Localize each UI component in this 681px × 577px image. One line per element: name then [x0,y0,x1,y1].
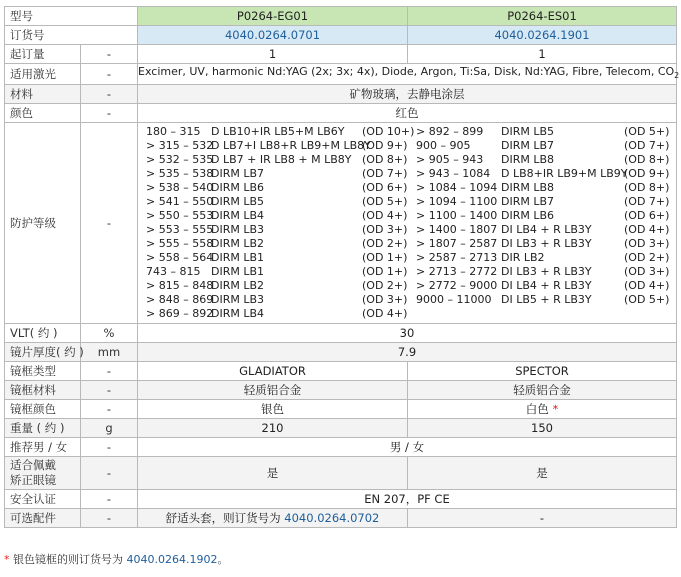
model-row [5,7,677,26]
cert-value: EN 207，PF CE [138,490,677,509]
protection-level-row [138,279,406,293]
row-label [5,457,81,490]
protection-od: (OD 10+) [362,125,415,139]
protection-spec: DIRM LB5 [501,125,555,139]
protection-od: (OD 9+) [624,167,670,181]
protection-range: > 550 – 553 [146,209,214,223]
lasers-text: Excimer, UV, harmonic Nd:YAG (2x; 3x; 4x), Diode, Argon, Ti:Sa, Disk, Nd:YAG, Fibre, Telecom, CO [138,65,675,78]
protection-od: (OD 6+) [362,181,408,195]
protection-od: (OD 4+) [362,209,408,223]
protection-range: > 535 – 538 [146,167,214,181]
protection-od: (OD 4+) [362,307,408,321]
protection-level-row [406,251,672,265]
spec-table [4,6,680,528]
protection-range: > 943 – 1084 [416,167,491,181]
protection-spec: DIRM LB6 [501,209,555,223]
protection-range: > 553 – 555 [146,223,214,237]
row-label: 防护等级 [5,123,81,324]
protection-spec: DI LB4 + R LB3Y [501,223,592,237]
model-label: 型号 [5,7,138,26]
protection-spec: DIRM LB3 [211,223,265,237]
vlt-value: 30 [138,324,677,343]
protection-range: > 315 – 532 [146,139,214,153]
frame-type-row [5,362,677,381]
model-es: P0264-ES01 [408,7,677,26]
protection-od: (OD 8+) [624,181,670,195]
protection-range: > 541 – 550 [146,195,214,209]
accessory-text: 舒适头套，则订货号为 [165,511,285,526]
protection-level-row [406,293,672,307]
protection-od: (OD 5+) [624,125,670,139]
protection-range: 900 – 905 [416,139,471,153]
color-value: 红色 [138,104,677,123]
protection-od: (OD 3+) [362,223,408,237]
protection-level-row [138,125,415,139]
row-label: 推荐男 / 女 [5,438,81,457]
row-unit: mm [81,343,138,362]
row-label: 镜片厚度( 约 ) [5,343,81,362]
protection-range: > 892 – 899 [416,125,484,139]
protection-range: > 2713 – 2772 [416,265,498,279]
protection-level-row [138,237,406,251]
protection-spec: D LB7+I LB8+R LB9+M LB8Y [211,139,371,153]
protection-spec: DIRM LB4 [211,307,265,321]
protection-spec: DIRM LB8 [501,181,555,195]
protection-spec: DIRM LB7 [501,195,555,209]
protection-spec: DIRM LB5 [211,195,265,209]
protection-range: > 538 – 540 [146,181,214,195]
protection-left-list [138,125,415,321]
protection-spec: DIRM LB7 [501,139,555,153]
model-eg: P0264-EG01 [138,7,408,26]
protection-level-row [138,307,406,321]
protection-spec: D LB8+IR LB9+M LB9Y [501,167,628,181]
protection-range: > 558 – 564 [146,251,214,265]
protection-spec: DIRM LB2 [211,279,265,293]
moq-row [5,45,677,64]
row-label: 材料 [5,85,81,104]
frame-type-eg: GLADIATOR [138,362,408,381]
row-label: 重量 ( 约 ) [5,419,81,438]
protection-od: (OD 3+) [624,237,670,251]
protection-range: > 1094 – 1100 [416,195,498,209]
rx-eg: 是 [138,457,408,490]
protection-spec: DI LB3 + R LB3Y [501,265,592,279]
footnote-text: 银色镜框的则订货号为 [9,553,127,566]
weight-eg: 210 [138,419,408,438]
protection-level-row [138,223,406,237]
row-unit: - [81,490,138,509]
protection-level-row [406,167,672,181]
protection-level-row [138,167,406,181]
protection-spec: D LB10+IR LB5+M LB6Y [211,125,345,139]
row-label: 颜色 [5,104,81,123]
order-eg: 4040.0264.0701 [138,26,408,45]
frame-color-row [5,400,677,419]
protection-od: (OD 7+) [624,139,670,153]
row-label: 镜框颜色 [5,400,81,419]
protection-level-row [138,209,406,223]
thickness-value: 7.9 [138,343,677,362]
row-label: 安全认证 [5,490,81,509]
vlt-row [5,324,677,343]
order-es: 4040.0264.1901 [408,26,677,45]
protection-spec: DIRM LB4 [211,209,265,223]
lasers-sub: 2 [674,71,680,81]
protection-level-row [138,153,406,167]
row-unit: - [81,457,138,490]
protection-range: > 869 – 892 [146,307,214,321]
frame-color-es [408,400,677,419]
protection-level-row [138,181,406,195]
protection-od: (OD 1+) [362,251,408,265]
protection-od: (OD 1+) [362,265,408,279]
protection-level-row [406,139,672,153]
protection-spec: DI LB5 + R LB3Y [501,293,592,307]
protection-od: (OD 8+) [362,153,408,167]
protection-spec: D LB7 + IR LB8 + M LB8Y [211,153,352,167]
row-label: 可选配件 [5,509,81,528]
protection-od: (OD 3+) [624,265,670,279]
protection-od: (OD 5+) [362,195,408,209]
row-unit: % [81,324,138,343]
protection-od: (OD 2+) [362,237,408,251]
row-label: 镜框材料 [5,381,81,400]
protection-level-row [406,223,672,237]
protection-spec: DIRM LB1 [211,251,265,265]
protection-level-row [138,251,406,265]
asterisk-mark: * [552,402,559,417]
protection-level-row [406,153,672,167]
row-unit: - [81,123,138,324]
protection-range: > 2587 – 2713 [416,251,498,265]
rx-label-line1: 适合佩戴 [10,458,56,473]
cert-row [5,490,677,509]
protection-od: (OD 9+) [362,139,408,153]
protection-right-list [406,125,672,307]
protection-level-row [406,125,672,139]
material-value: 矿物玻璃，去静电涂层 [138,85,677,104]
frame-material-es: 轻质铝合金 [408,381,677,400]
protection-spec: DIRM LB7 [211,167,265,181]
order-label: 订货号 [5,26,138,45]
row-unit: - [81,362,138,381]
footnote-mark: * [4,553,10,566]
frame-material-eg: 轻质铝合金 [138,381,408,400]
moq-eg: 1 [138,45,408,64]
accessory-order-code: 4040.0264.0702 [284,511,380,526]
protection-spec: DI LB4 + R LB3Y [501,279,592,293]
protection-range: > 815 – 848 [146,279,214,293]
protection-level-row [138,139,406,153]
frame-color-es-text: 白色 [525,402,549,417]
protection-spec: DIRM LB1 [211,265,265,279]
protection-spec: DIRM LB2 [211,237,265,251]
thickness-row [5,343,677,362]
protection-od: (OD 5+) [624,293,670,307]
gender-row [5,438,677,457]
protection-od: (OD 3+) [362,293,408,307]
row-unit: - [81,45,138,64]
rx-es: 是 [408,457,677,490]
spec-table-wrapper [4,6,680,528]
row-unit: - [81,509,138,528]
row-unit: g [81,419,138,438]
row-label: 起订量 [5,45,81,64]
protection-level-row [406,265,672,279]
protection-level-row [138,195,406,209]
protection-spec: DIRM LB8 [501,153,555,167]
weight-es: 150 [408,419,677,438]
protection-od: (OD 8+) [624,153,670,167]
protection-spec: DIRM LB3 [211,293,265,307]
row-unit: - [81,438,138,457]
protection-range: > 1400 – 1807 [416,223,498,237]
frame-material-row [5,381,677,400]
protection-level-row [406,279,672,293]
protection-level-row [406,209,672,223]
protection-levels [138,123,677,324]
row-unit: - [81,400,138,419]
protection-range: > 848 – 869 [146,293,214,307]
protection-od: (OD 7+) [624,195,670,209]
row-label: 适用激光 [5,64,81,85]
protection-od: (OD 7+) [362,167,408,181]
accessory-eg [138,509,408,528]
protection-range: > 905 – 943 [416,153,484,167]
lasers-row [5,64,677,85]
protection-spec: DIR LB2 [501,251,545,265]
row-unit: - [81,381,138,400]
row-unit: - [81,85,138,104]
row-label: VLT( 约 ) [5,324,81,343]
protection-od: (OD 6+) [624,209,670,223]
protection-level-row [406,195,672,209]
weight-row [5,419,677,438]
frame-color-eg: 银色 [138,400,408,419]
color-row [5,104,677,123]
moq-es: 1 [408,45,677,64]
protection-range: > 1100 – 1400 [416,209,498,223]
protection-od: (OD 2+) [362,279,408,293]
protection-range: 180 – 315 [146,125,201,139]
lasers-value [138,64,680,85]
row-unit: - [81,64,138,85]
row-unit: - [81,104,138,123]
accessory-row [5,509,677,528]
protection-level-row [138,293,406,307]
protection-range: 743 – 815 [146,265,201,279]
protection-range: > 1084 – 1094 [416,181,498,195]
protection-level-row [406,237,672,251]
protection-range: > 555 – 558 [146,237,214,251]
protection-od: (OD 4+) [624,279,670,293]
order-row [5,26,677,45]
protection-level-row [138,265,406,279]
protection-spec: DIRM LB6 [211,181,265,195]
rx-label-line2: 矫正眼镜 [10,473,56,488]
accessory-es: - [408,509,677,528]
frame-type-es: SPECTOR [408,362,677,381]
protection-row [5,123,677,324]
material-row [5,85,677,104]
protection-range: > 2772 – 9000 [416,279,498,293]
footnote-end: 。 [217,553,229,566]
protection-level-row [406,181,672,195]
row-label: 镜框类型 [5,362,81,381]
protection-od: (OD 2+) [624,251,670,265]
protection-range: > 1807 – 2587 [416,237,498,251]
footnote-order-code: 4040.0264.1902 [126,553,218,566]
footnote [4,551,228,567]
protection-od: (OD 4+) [624,223,670,237]
protection-range: 9000 – 11000 [416,293,492,307]
protection-spec: DI LB3 + R LB3Y [501,237,592,251]
protection-range: > 532 – 535 [146,153,214,167]
gender-value: 男 / 女 [138,438,677,457]
rx-row [5,457,677,490]
